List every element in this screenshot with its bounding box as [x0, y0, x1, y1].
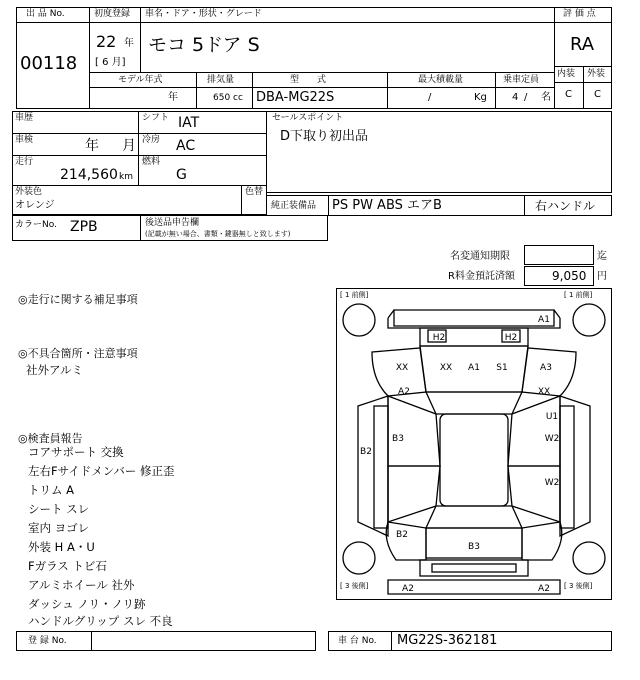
- rear-panel: [420, 560, 528, 576]
- wheel-front-right: [573, 304, 605, 336]
- registration-year-unit: 年: [124, 38, 134, 49]
- inspection-label: 車検: [15, 135, 34, 145]
- car-name-label: 車名・ドア・形状・グレード: [145, 9, 262, 19]
- inspector-item: トリム A: [28, 483, 75, 497]
- mark-front-left-door: B3: [392, 434, 404, 444]
- model-year-label: モデル年式: [118, 75, 163, 85]
- inspector-item: 外装 H A・U: [28, 540, 95, 554]
- rating-score: RA: [570, 34, 595, 55]
- chassis-no-label: 車 台 No.: [338, 636, 377, 646]
- mark-rear-bumper-left: A2: [402, 584, 414, 594]
- driving-notes-title: ◎走行に関する補足事項: [18, 293, 138, 306]
- mileage-value: 214,560: [60, 167, 118, 183]
- interior-grade: C: [565, 89, 572, 100]
- max-load-label: 最大積載量: [418, 75, 464, 85]
- front-bumper-shape: [394, 310, 554, 326]
- exterior-grade: C: [594, 89, 601, 100]
- color-no-label: カラーNo.: [15, 220, 57, 230]
- mark-front-right-fender: XX: [537, 387, 551, 397]
- equipment: PS PW ABS エアB: [332, 198, 442, 213]
- corner-label-rear-left: [ 3 後側]: [340, 582, 369, 590]
- mark-left-side: B2: [360, 447, 372, 457]
- aircon-value: AC: [176, 138, 196, 154]
- mark-front-right-door: W2: [544, 434, 560, 444]
- inspector-item: ダッシュ ノリ・ノリ跡: [28, 597, 146, 611]
- shift-label: シフト: [142, 113, 170, 123]
- model-code: DBA-MG22S: [256, 90, 335, 105]
- sales-point-box: [266, 111, 612, 193]
- corner-label-rear-right: [ 3 後側]: [564, 582, 593, 590]
- declaration-note: (記載が無い場合、書類・鍵器無しと致します): [145, 230, 291, 238]
- wheel-rear-left: [343, 542, 375, 574]
- fuel-label: 燃料: [142, 157, 161, 167]
- name-change-label: 名変通知期限: [450, 251, 510, 262]
- inspector-item: アルミホイール 社外: [28, 578, 135, 592]
- inspection-year-unit: 年: [85, 138, 99, 154]
- registration-no-label: 登 録 No.: [28, 636, 67, 646]
- mark-front-right-door-upper: U1: [545, 412, 559, 422]
- mileage-label: 走行: [15, 157, 34, 167]
- corner-label-front-right: [ 1 前側]: [564, 291, 593, 299]
- lot-number: 00118: [20, 53, 78, 74]
- recycle-unit: 円: [597, 271, 607, 282]
- car-name: モコ 5ドア S: [148, 34, 260, 56]
- declaration-label: 後送品申告欄: [145, 218, 200, 228]
- aircon-label: 冷房: [142, 135, 161, 145]
- mark-front-bumper: A1: [538, 315, 550, 325]
- name-change-unit: 迄: [597, 251, 607, 262]
- exterior-label: 外装: [587, 69, 606, 79]
- color-no: ZPB: [70, 219, 98, 235]
- mark-front-right-fender-top: A3: [540, 363, 552, 373]
- mark-headlight-left: H2: [432, 333, 446, 343]
- mark-back-door: B3: [468, 542, 480, 552]
- defect-item: 社外アルミ: [26, 363, 84, 377]
- inspector-item: 室内 ヨゴレ: [28, 521, 90, 535]
- exterior-color: オレンジ: [15, 200, 55, 211]
- repaint-label: 色替: [245, 187, 264, 197]
- capacity-label: 乗車定員: [503, 75, 540, 85]
- first-registration-label: 初度登録: [94, 9, 131, 19]
- mark-front-left-fender: XX: [395, 363, 409, 373]
- fuel-value: G: [176, 167, 187, 183]
- lot-number-label: 出 品 No.: [26, 9, 65, 19]
- registration-month: [ 6 月]: [95, 57, 126, 68]
- roof-shape: [440, 414, 508, 506]
- displacement-label: 排気量: [207, 75, 235, 85]
- name-change-deadline-field: [524, 245, 594, 265]
- car-damage-diagram: [336, 288, 612, 628]
- sales-point-label: セールスポイント: [272, 113, 344, 123]
- defects-title: ◎不具合箇所・注意事項: [18, 347, 138, 360]
- inspector-item: コアサポート 交換: [28, 445, 124, 459]
- mark-headlight-right: H2: [504, 333, 518, 343]
- steering-side: 右ハンドル: [535, 199, 596, 213]
- mark-hood-right: S1: [496, 363, 508, 373]
- inspector-item: Fガラス トビ石: [28, 559, 107, 573]
- inspector-title: ◎検査員報告: [18, 432, 83, 445]
- recycle-fee: 9,050: [552, 269, 587, 283]
- inspector-item: シート スレ: [28, 502, 90, 516]
- equipment-label: 純正装備品: [271, 201, 317, 211]
- wheel-rear-right: [573, 542, 605, 574]
- model-year-unit: 年: [168, 92, 178, 103]
- displacement: 650 cc: [213, 93, 243, 103]
- mark-rear-right-door: W2: [544, 478, 560, 488]
- capacity-unit: 名: [541, 92, 551, 103]
- sales-point: D下取り初出品: [280, 129, 369, 144]
- inspection-month-unit: 月: [122, 138, 136, 154]
- mark-front-left-lower: A2: [398, 387, 410, 397]
- corner-label-front-left: [ 1 前側]: [340, 291, 369, 299]
- chassis-no: MG22S-362181: [397, 633, 498, 648]
- mark-hood-center: A1: [468, 363, 480, 373]
- capacity: 4: [512, 92, 519, 103]
- mileage-unit: km: [119, 172, 133, 182]
- shift-value: IAT: [178, 115, 200, 131]
- model-label: 型 式: [290, 75, 327, 85]
- registration-year: 22: [96, 32, 117, 51]
- mark-rear-left-quarter: B2: [396, 530, 408, 540]
- exterior-color-label: 外装色: [15, 187, 43, 197]
- max-load-separator: /: [428, 92, 432, 103]
- inspector-item: ハンドルグリップ スレ 不良: [28, 614, 173, 628]
- interior-label: 内装: [557, 69, 576, 79]
- mark-hood-left: XX: [439, 363, 453, 373]
- inspector-item: 左右Fサイドメンバー 修正歪: [28, 464, 175, 478]
- max-load-unit: Kg: [474, 92, 487, 103]
- mark-rear-bumper-right: A2: [538, 584, 550, 594]
- wheel-front-left: [343, 304, 375, 336]
- rating-label: 評 価 点: [563, 9, 596, 19]
- capacity-separator: /: [524, 92, 528, 103]
- recycle-label: R料金預託済額: [448, 271, 515, 282]
- history-label: 車歴: [15, 113, 34, 123]
